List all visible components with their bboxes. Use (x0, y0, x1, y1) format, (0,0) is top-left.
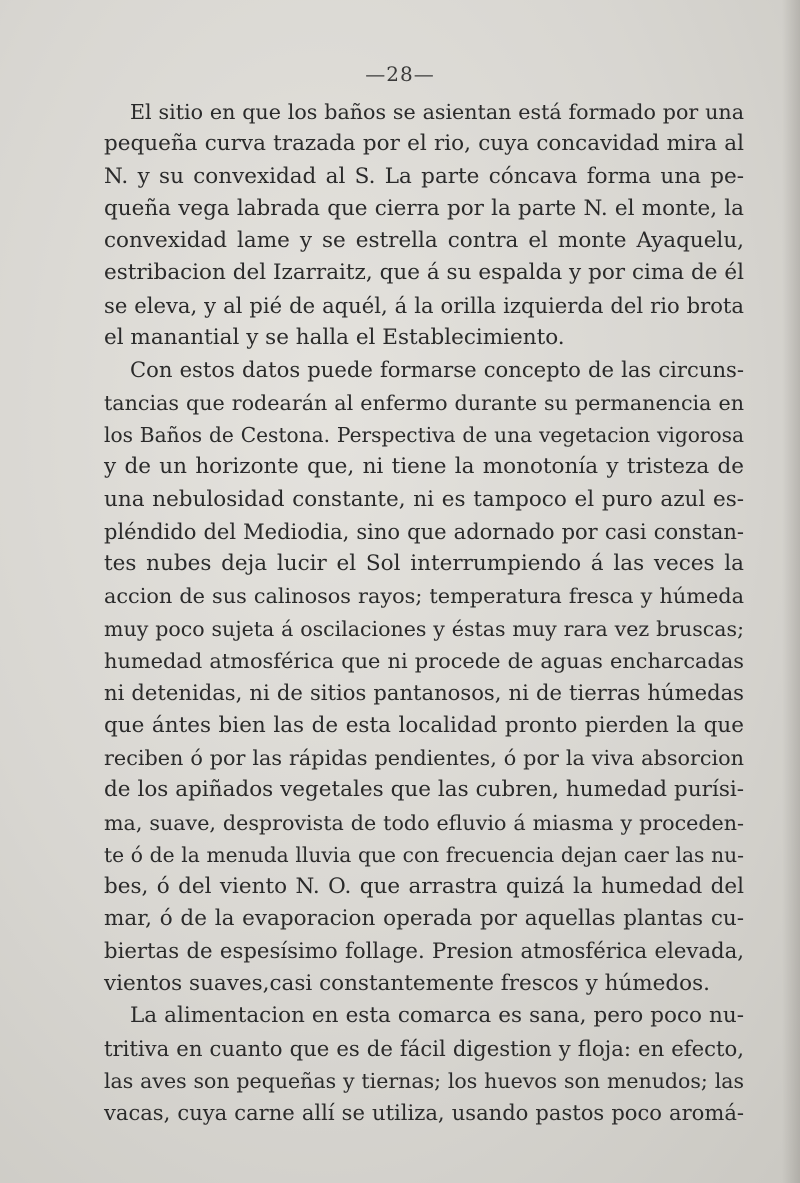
text-line: vientos suaves,casi constantemente frescos y húmedos. (104, 971, 710, 997)
text-line: los Baños de Cestona. Perspectiva de una vegetacion vigorosa (104, 422, 744, 447)
paragraph-1 (104, 96, 744, 354)
text-line: El sitio en que los baños se asientan está formado por una (130, 100, 744, 124)
text-line: tritiva en cuanto que es de fácil digestion y floja: en efecto, (104, 1035, 744, 1061)
text-line: accion de sus calinosos rayos; temperatura fresca y húmeda (104, 584, 744, 609)
text-line: humedad atmosférica que ni procede de aguas encharcadas (104, 649, 744, 674)
paragraph-3 (104, 1000, 744, 1129)
text-line: y de un horizonte que, ni tiene la monotonía y tristeza de (104, 454, 744, 480)
text-line: que ántes bien las de esta localidad pronto pierden la que (104, 712, 744, 738)
text-line: ni detenidas, ni de sitios pantanosos, ni de tierras húmedas (104, 680, 744, 706)
text-line: tes nubes deja lucir el Sol interrumpiendo á las veces la (104, 551, 744, 577)
text-line: te ó de la menuda lluvia que con frecuencia dejan caer las nu- (104, 842, 744, 867)
page-number: —28— (365, 62, 435, 86)
text-line: ma, suave, desprovista de todo efluvio á miasma y proceden- (104, 810, 744, 835)
text-line: el manantial y se halla el Establecimiento. (104, 325, 565, 351)
text-line: pequeña curva trazada por el rio, cuya concavidad mira al (104, 131, 744, 157)
body-text (104, 96, 744, 1130)
text-line: una nebulosidad constante, ni es tampoco el puro azul es- (104, 486, 744, 512)
text-line: La alimentacion en esta comarca es sana, pero poco nu- (130, 1003, 744, 1029)
text-line: las aves son pequeñas y tiernas; los huevos son menudos; las (104, 1068, 744, 1093)
text-line: mar, ó de la evaporacion operada por aquellas plantas cu- (104, 906, 744, 932)
paragraph-2 (104, 354, 744, 1000)
text-line: convexidad lame y se estrella contra el monte Ayaquelu, (104, 228, 744, 254)
text-line: reciben ó por las rápidas pendientes, ó por la viva absorcion (104, 745, 744, 770)
text-line: Con estos datos puede formarse concepto de las circuns- (130, 357, 744, 383)
text-line: biertas de espesísimo follage. Presion atmosférica elevada, (104, 938, 744, 964)
text-line: de los apiñados vegetales que las cubren, humedad purísi- (104, 777, 744, 803)
text-line: pléndido del Mediodia, sino que adornado por casi constan- (104, 518, 744, 544)
page-edge-shadow (782, 0, 800, 1183)
text-line: muy poco sujeta á oscilaciones y éstas muy rara vez bruscas; (104, 616, 744, 641)
text-line: queña vega labrada que cierra por la parte N. el monte, la (104, 195, 744, 221)
text-line: se eleva, y al pié de aquél, á la orilla izquierda del rio brota (104, 292, 744, 318)
text-line: vacas, cuya carne allí se utiliza, usando pastos poco aromá- (104, 1100, 744, 1126)
text-line: bes, ó del viento N. O. que arrastra quizá la humedad del (104, 874, 744, 900)
text-line: tancias que rodearán al enfermo durante su permanencia en (104, 390, 744, 415)
text-line: estribacion del Izarraitz, que á su espalda y por cima de él (104, 260, 744, 286)
text-line: N. y su convexidad al S. La parte cóncava forma una pe- (104, 163, 744, 189)
